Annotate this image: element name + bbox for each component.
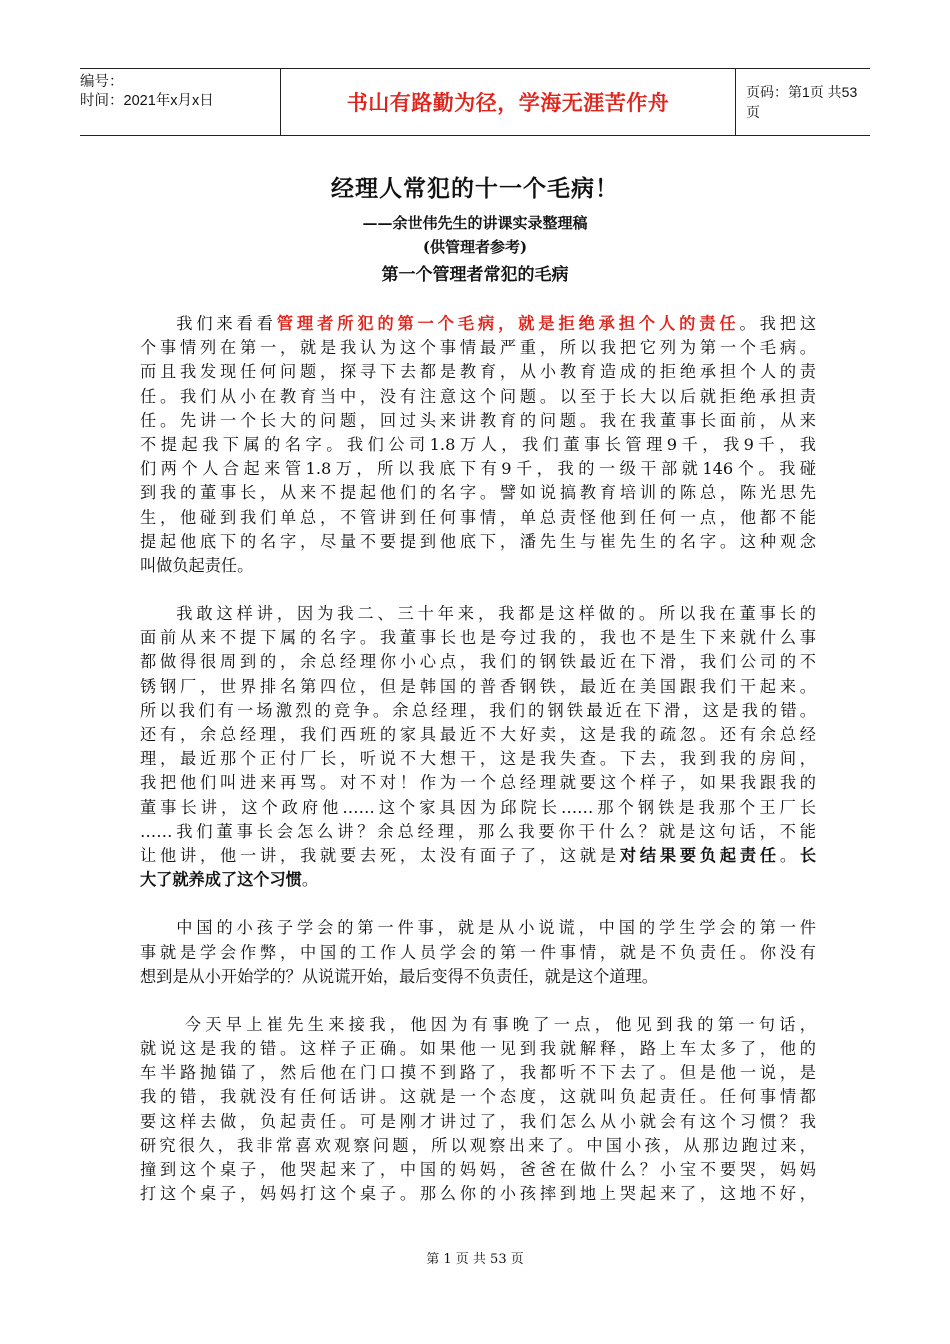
p1-line: 任。我们从小在教育当中，没有注意这个问题。以至于长大以后就拒绝承担责 bbox=[140, 386, 816, 406]
p2-line: 面前从来不提下属的名字。我董事长也是夸过我的，我也不是生下来就什么事 bbox=[140, 628, 816, 648]
page-label: 页码：第1页 共53页 bbox=[746, 84, 858, 120]
time-label: 时间：2021年x月x日 bbox=[80, 93, 214, 109]
p4-line: 车半路抛锚了，然后他在门口摸不到路了，我都听不下去了。但是他一说，是 bbox=[140, 1063, 816, 1083]
doc-title: 经理人常犯的十一个毛病！ bbox=[331, 175, 619, 202]
p4-line: 撞到这个桌子，他哭起来了，中国的妈妈，爸爸在做什么？小宝不要哭，妈妈 bbox=[140, 1160, 816, 1179]
header-table bbox=[80, 68, 870, 136]
p4-line: 就说这是我的错。这样子正确。如果他一见到我就解释，路上车太多了，他的 bbox=[140, 1039, 816, 1059]
p1-line: 到我的董事长，从来不提起他们的名字。譬如说搞教育培训的陈总，陈光思先 bbox=[140, 483, 816, 503]
number-label: 编号： bbox=[80, 74, 124, 90]
header-meta bbox=[80, 69, 280, 135]
p1-line: 生，他碰到我们单总，不管讲到任何事情，单总责怪他到任何一点，他都不能 bbox=[140, 507, 816, 527]
p2-line: 还有，余总经理，我们西班的家具最近不大好卖，这是我的疏忽。还有余总经 bbox=[140, 725, 816, 744]
p2-line: 所以我们有一场激烈的竞争。余总经理，我们的钢铁最近在下滑，这是我的错。 bbox=[140, 700, 816, 720]
bold-text: 对结果要负起责任 bbox=[619, 845, 780, 865]
p1-line: 个事情列在第一，就是我认为这个事情最严重，所以我把它列为第一个毛病。 bbox=[140, 338, 816, 358]
p4-line: 今天早上崔先生来接我，他因为有事晚了一点，他见到我的第一句话， bbox=[180, 1014, 816, 1034]
p2-line: 理，最近那个正付厂长，听说不大想干，这是我失查。下去，我到我的房间， bbox=[140, 749, 816, 769]
p2-line: 我敢这样讲，因为我二、三十年来，我都是这样做的。所以我在董事长的 bbox=[172, 604, 816, 624]
p4-line: 要这样去做，负起责任。可是刚才讲过了，我们怎么从小就会有这个习惯？我 bbox=[140, 1111, 816, 1131]
p1-line: 们两个人合起来管1.8万，所以我底下有9千，我的一级干部就146个。我碰 bbox=[140, 459, 816, 479]
bold-text: 长 bbox=[799, 845, 817, 865]
body-text bbox=[140, 312, 816, 1206]
p3-line: 想到是从小开始学的？从说谎开始，最后变得不负责任，就是这个道理。 bbox=[140, 966, 658, 986]
doc-note: (供管理者参考) bbox=[422, 238, 528, 256]
p3-line: 中国的小孩子学会的第一件事，就是从小说谎，中国的学生学会的第一件 bbox=[172, 918, 816, 938]
p4-line: 打这个桌子，妈妈打这个桌子。那么你的小孩摔到地上哭起来了，这地不好， bbox=[140, 1184, 816, 1204]
highlight-text: 管理者所犯的第一个毛病，就是拒绝承担个人的责任 bbox=[276, 314, 740, 333]
p2-line: 让他讲，他一讲，我就要去死，太没有面子了，这就是对结果要负起责任。长 bbox=[140, 845, 817, 865]
page-footer: 第 1 页 共 53 页 bbox=[426, 1252, 524, 1267]
bold-text: 大了就养成了这个习惯 bbox=[140, 870, 302, 890]
p2-line: 都做得很周到的，余总经理你小心点，我们的钢铁最近在下滑，我们公司的不 bbox=[140, 652, 816, 672]
p2-line: 董事长讲，这个政府他……这个家具因为邱院长……那个钢铁是我那个王厂长 bbox=[140, 797, 816, 817]
p2-line: 我把他们叫进来再骂。对不对！作为一个总经理就要这个样子，如果我跟我的 bbox=[140, 773, 816, 793]
p1-line: 叫做负起责任。 bbox=[140, 555, 254, 575]
section-heading: 第一个管理者常犯的毛病 bbox=[381, 265, 569, 285]
p2-line: 锈钢厂，世界排名第四位，但是韩国的普香钢铁，最近在美国跟我们干起来。 bbox=[140, 676, 816, 696]
motto: 书山有路勤为径，学海无涯苦作舟 bbox=[280, 69, 736, 135]
p1-line: 不提起我下属的名字。我们公司1.8万人，我们董事长管理9千，我9千，我 bbox=[140, 434, 816, 454]
p2-line: ……我们董事长会怎么讲？余总经理，那么我要你干什么？就是这句话，不能 bbox=[140, 821, 816, 841]
p1-line: 我们来看看管理者所犯的第一个毛病，就是拒绝承担个人的责任。我把这 bbox=[172, 314, 817, 333]
p3-line: 事就是学会作弊，中国的工作人员学会的第一件事情，就是不负责任。你没有 bbox=[140, 942, 816, 962]
p1-line: 提起他底下的名字，尽量不要提到他底下，潘先生与崔先生的名字。这种观念 bbox=[140, 531, 816, 551]
p4-line: 我的错，我就没有任何话讲。这就是一个态度，这就叫负起责任。任何事情都 bbox=[140, 1087, 816, 1107]
doc-subtitle: ——余世伟先生的讲课实录整理稿 bbox=[362, 214, 588, 232]
p2-line: 大了就养成了这个习惯。 bbox=[140, 870, 319, 890]
p1-line: 而且我发现任何问题，探寻下去都是教育，从小教育造成的拒绝承担个人的责 bbox=[140, 362, 816, 382]
p4-line: 研究很久，我非常喜欢观察问题，所以观察出来了。中国小孩，从那边跑过来， bbox=[140, 1135, 816, 1155]
p1-line: 任。先讲一个长大的问题，回过头来讲教育的问题。我在我董事长面前，从来 bbox=[140, 410, 816, 430]
